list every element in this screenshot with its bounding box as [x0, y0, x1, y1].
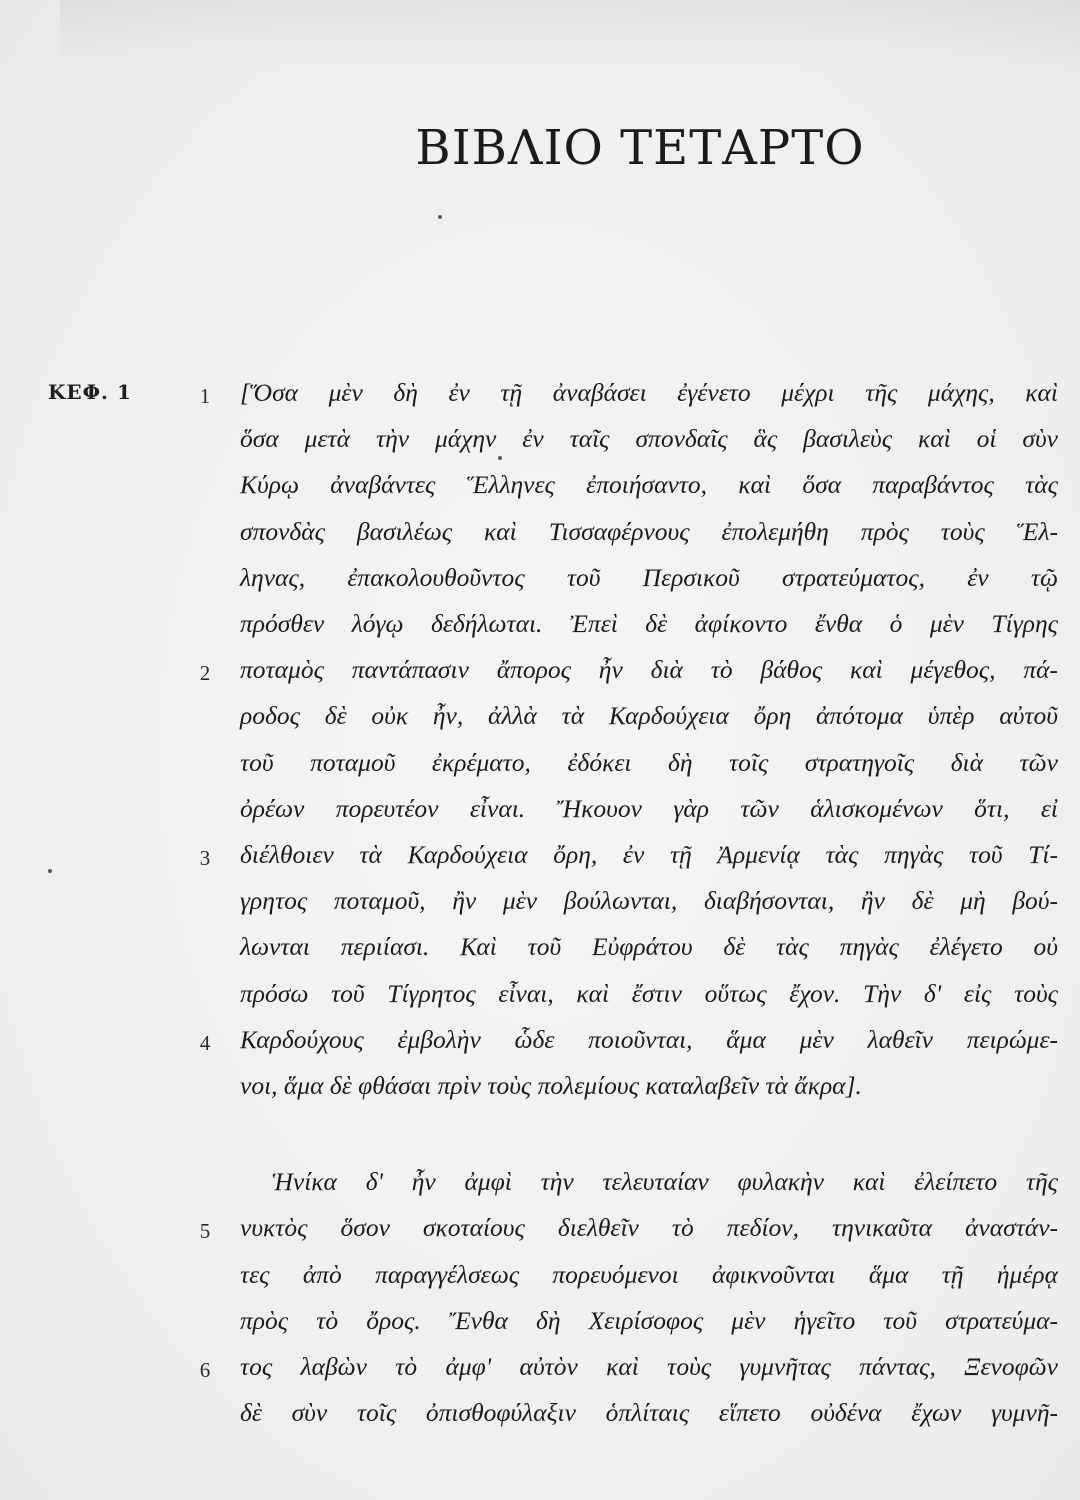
section-number: 6 — [199, 1358, 211, 1382]
text-line: ποταμὸς παντάπασιν ἄπορος ἦν διὰ τὸ βάθος καὶ μέγεθος, πά- — [240, 655, 1058, 685]
text-line: γρητος ποταμοῦ, ἢν μὲν βούλωνται, διαβήσονται, ἢν δὲ μὴ βού- — [240, 886, 1058, 916]
text-line: τοῦ ποταμοῦ ἐκρέματο, ἐδόκει δὴ τοῖς στρατηγοῖς διὰ τῶν — [240, 747, 1058, 777]
text-line: ὀρέων πορευτέον εἶναι. Ἤκουον γὰρ τῶν ἁλισκομένων ὅτι, εἰ — [240, 793, 1058, 823]
text-line: ροδος δὲ οὐκ ἦν, ἀλλὰ τὰ Καρδούχεια ὄρη ἀπότομα ὑπὲρ αὐτοῦ — [240, 701, 1058, 731]
text-line: Καρδούχους ἐμβολὴν ὧδε ποιοῦνται, ἅμα μὲν λαθεῖν πειρώμε- — [240, 1024, 1058, 1054]
text-line: τος λαβὼν τὸ ἀμφ' αὐτὸν καὶ τοὺς γυμνῆτας πάντας, Ξενοφῶν — [240, 1352, 1058, 1381]
section-number: 3 — [199, 846, 211, 870]
bleed-through-shadow — [60, 0, 1080, 70]
ink-speck — [438, 215, 442, 219]
text-line: τες ἀπὸ παραγγέλσεως πορευόμενοι ἀφικνοῦνται ἅμα τῇ ἡμέρᾳ — [240, 1259, 1058, 1289]
text-line: πρὸς τὸ ὄρος. Ἔνθα δὴ Χειρίσοφος μὲν ἡγεῖτο τοῦ στρατεύμα- — [240, 1305, 1058, 1335]
chapter-label: ΚΕΦ. 1 — [48, 380, 132, 404]
text-line: ληνας, ἐπακολουθοῦντος τοῦ Περσικοῦ στρατεύματος, ἐν τῷ — [240, 562, 1058, 592]
text-line: νυκτὸς ὅσον σκοταίους διελθεῖν τὸ πεδίον, τηνικαῦτα ἀναστάν- — [240, 1213, 1058, 1243]
text-line: πρόσω τοῦ Τίγρητος εἶναι, καὶ ἔστιν οὕτως ἔχον. Τὴν δ' εἰς τοὺς — [240, 978, 1058, 1008]
text-line: [Ὅσα μὲν δὴ ἐν τῇ ἀναβάσει ἐγένετο μέχρι τῆς μάχης, καὶ — [240, 378, 1058, 407]
text-line: ὅσα μετὰ τὴν μάχην ἐν ταῖς σπονδαῖς ἃς βασιλεὺς καὶ οἱ σὺν — [240, 424, 1058, 454]
text-line: λωνται περιίασι. Καὶ τοῦ Εὐφράτου δὲ τὰς πηγὰς ἐλέγετο οὐ — [240, 932, 1058, 962]
text-line: διέλθοιεν τὰ Καρδούχεια ὄρη, ἐν τῇ Ἀρμενίᾳ τὰς πηγὰς τοῦ Τί- — [240, 840, 1058, 869]
section-number: 5 — [199, 1219, 211, 1244]
section-number: 1 — [199, 384, 211, 408]
text-line: Ἡνίκα δ' ἦν ἀμφὶ τὴν τελευταίαν φυλακὴν καὶ ἐλείπετο τῆς — [272, 1167, 1058, 1197]
text-line: Κύρῳ ἀναβάντες Ἕλληνες ἐποιήσαντο, καὶ ὅσα παραβάντος τὰς — [240, 470, 1058, 500]
section-number: 2 — [199, 661, 211, 686]
text-line: σπονδὰς βασιλέως καὶ Τισσαφέρνους ἐπολεμήθη πρὸς τοὺς Ἕλ- — [240, 516, 1058, 546]
text-line: δὲ σὺν τοῖς ὀπισθοφύλαξιν ὁπλίταις εἵπετο οὐδένα ἔχων γυμνῆ- — [240, 1398, 1058, 1428]
ink-speck — [498, 456, 502, 460]
text-line: πρόσθεν λόγῳ δεδήλωται. Ἐπεὶ δὲ ἀφίκοντο ἔνθα ὁ μὲν Τίγρης — [240, 609, 1058, 638]
section-number: 4 — [199, 1030, 211, 1055]
book-title: ΒΙΒΛΙΟ ΤΕΤΑΡΤΟ — [415, 120, 865, 176]
ink-speck — [48, 869, 52, 873]
text-line: νοι, ἅμα δὲ φθάσαι πρὶν τοὺς πολεμίους καταλαβεῖν τὰ ἄκρα]. — [240, 1071, 862, 1100]
